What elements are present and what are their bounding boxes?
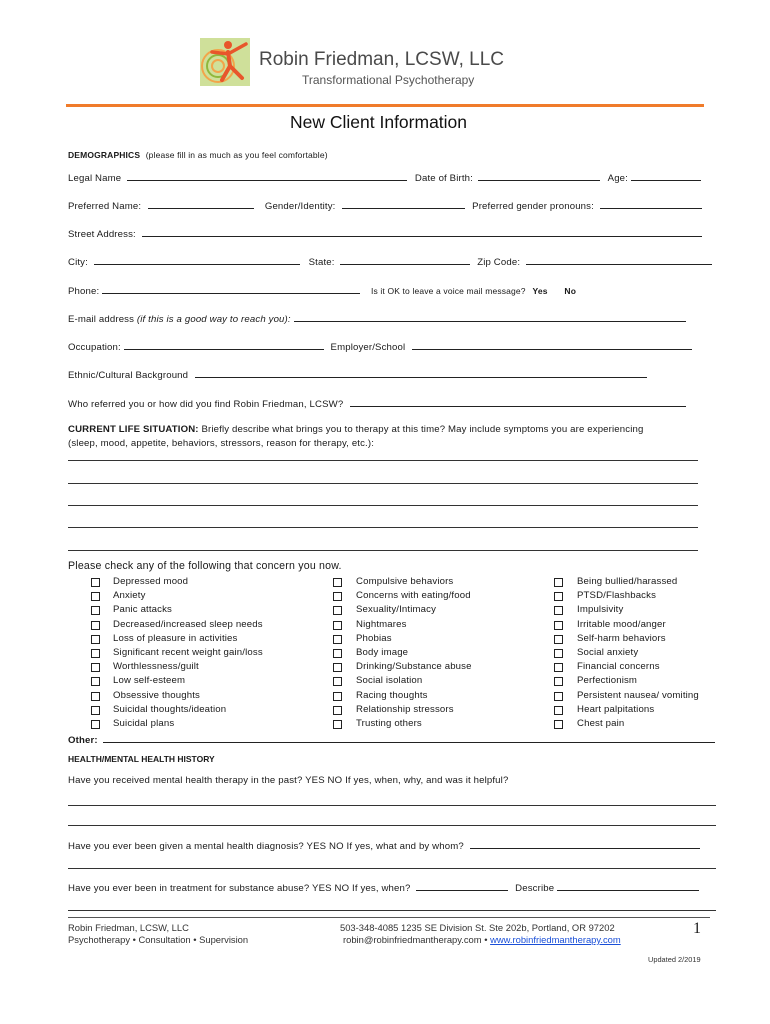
gender-field[interactable]	[342, 198, 465, 209]
history-q2: Have you ever been given a mental health diagnosis? YES NO If yes, what and by whom?	[68, 841, 464, 852]
history-q3-field[interactable]	[416, 880, 508, 891]
concern-checkbox[interactable]	[554, 635, 563, 644]
concern-checkbox[interactable]	[554, 692, 563, 701]
page-number: 1	[693, 920, 701, 937]
updated-date: Updated 2/2019	[648, 955, 701, 964]
demographics-heading-row	[68, 150, 328, 160]
ethnic-row	[68, 367, 647, 381]
city-label: City:	[68, 257, 88, 268]
email-label-note: (if this is a good way to reach you):	[136, 314, 291, 325]
voicemail-no[interactable]: No	[564, 286, 577, 296]
concern-checkbox[interactable]	[554, 621, 563, 630]
figure-with-spiral-logo	[198, 36, 252, 88]
concern-checkbox[interactable]	[333, 692, 342, 701]
zip-field[interactable]	[526, 254, 712, 265]
concern-label: Compulsive behaviors	[356, 576, 454, 587]
concern-label: Suicidal plans	[113, 718, 175, 729]
current-situation-answer-line[interactable]	[68, 460, 698, 461]
concern-checkbox[interactable]	[91, 720, 100, 729]
preferred-name-row	[68, 198, 702, 212]
concern-label: Irritable mood/anger	[577, 618, 666, 630]
concern-label: Impulsivity	[577, 604, 624, 616]
street-row	[68, 226, 702, 240]
concern-checkbox[interactable]	[91, 621, 100, 630]
concern-label: Suicidal thoughts/ideation	[113, 703, 227, 715]
footer-divider	[68, 917, 710, 918]
practice-tagline: Transformational Psychotherapy	[302, 73, 475, 87]
concern-checkbox[interactable]	[333, 635, 342, 644]
other-label: Other:	[68, 735, 98, 746]
footer-org: Robin Friedman, LCSW, LLC	[68, 922, 189, 933]
concern-label: Phobias	[356, 632, 392, 644]
email-field[interactable]	[294, 311, 686, 322]
footer-email[interactable]: robin@robinfriedmantherapy.com	[343, 934, 482, 945]
concern-label: Body image	[356, 647, 409, 658]
history-heading: HEALTH/MENTAL HEALTH HISTORY	[68, 754, 215, 764]
concern-checkbox[interactable]	[91, 692, 100, 701]
gender-label: Gender/Identity:	[264, 201, 336, 212]
concern-checkbox[interactable]	[91, 649, 100, 658]
concern-label: Loss of pleasure in activities	[113, 632, 238, 644]
current-situation-answer-line[interactable]	[68, 550, 698, 551]
concern-checkbox[interactable]	[333, 677, 342, 686]
concern-checkbox[interactable]	[554, 649, 563, 658]
state-field[interactable]	[340, 254, 470, 265]
occupation-label: Occupation:	[68, 342, 121, 353]
concern-label: Financial concerns	[577, 661, 660, 673]
dob-field[interactable]	[478, 170, 600, 181]
page-title: New Client Information	[290, 112, 468, 132]
footer-contact: 503-348-4085 1235 SE Division St. Ste 202b, Portland, OR 97202	[340, 922, 615, 933]
history-q3-answer-line[interactable]	[68, 910, 716, 911]
phone-field[interactable]	[102, 283, 360, 294]
concern-label: Panic attacks	[113, 604, 173, 616]
history-q2-answer-line[interactable]	[68, 868, 716, 869]
footer-services: Psychotherapy • Consultation • Supervision	[68, 934, 249, 945]
concern-checkbox[interactable]	[333, 649, 342, 658]
voicemail-question: Is it OK to leave a voice mail message?	[370, 286, 526, 296]
concern-label: Being bullied/harassed	[577, 576, 678, 587]
email-label: E-mail address	[68, 314, 137, 325]
age-label: Age:	[607, 173, 628, 184]
current-situation-prompt: Briefly describe what brings you to therapy at this time? May include symptoms you are experiencing	[201, 424, 644, 435]
concern-label: PTSD/Flashbacks	[577, 590, 657, 602]
current-situation-heading: CURRENT LIFE SITUATION:	[68, 424, 199, 435]
concerns-heading: Please check any of the following that concern you now.	[68, 560, 342, 572]
concern-label: Social anxiety	[577, 647, 639, 658]
concern-label: Racing thoughts	[356, 689, 428, 701]
concern-checkbox[interactable]	[554, 706, 563, 715]
history-q3-row	[68, 880, 699, 894]
legal-name-label: Legal Name	[68, 173, 122, 184]
describe-field[interactable]	[557, 880, 699, 891]
employer-label: Employer/School	[330, 342, 406, 353]
employer-field[interactable]	[412, 339, 692, 350]
current-situation-answer-line[interactable]	[68, 527, 698, 528]
concern-checkbox[interactable]	[554, 720, 563, 729]
current-situation-prompt-2: (sleep, mood, appetite, behaviors, stressors, reason for therapy, etc.):	[68, 438, 375, 449]
ethnic-label: Ethnic/Cultural Background	[68, 370, 189, 381]
dob-label: Date of Birth:	[414, 173, 473, 184]
concern-label: Social isolation	[356, 675, 423, 687]
concern-checkbox[interactable]	[333, 592, 342, 601]
concern-checkbox[interactable]	[91, 606, 100, 615]
concern-checkbox[interactable]	[554, 578, 563, 587]
current-situation-answer-line[interactable]	[68, 483, 698, 484]
other-row	[68, 732, 715, 746]
referral-field[interactable]	[350, 396, 686, 407]
city-field[interactable]	[94, 254, 300, 265]
describe-label: Describe	[515, 883, 555, 894]
demographics-heading: DEMOGRAPHICS	[68, 150, 141, 160]
occupation-row	[68, 339, 692, 353]
concern-checkbox[interactable]	[554, 606, 563, 615]
zip-label: Zip Code:	[477, 257, 521, 268]
email-row	[68, 311, 686, 325]
concern-label: Decreased/increased sleep needs	[113, 618, 263, 630]
concern-checkbox[interactable]	[333, 706, 342, 715]
concern-checkbox[interactable]	[91, 592, 100, 601]
state-label: State:	[308, 257, 335, 268]
history-q2-field[interactable]	[470, 838, 700, 849]
history-q1-answer-line[interactable]	[68, 805, 716, 806]
concern-checkbox[interactable]	[91, 677, 100, 686]
history-q3: Have you ever been in treatment for substance abuse? YES NO If yes, when?	[68, 883, 411, 894]
demographics-note: (please fill in as much as you feel comfortable)	[145, 150, 328, 160]
age-field[interactable]	[631, 170, 701, 181]
concern-label: Self-harm behaviors	[577, 632, 666, 644]
referral-label: Who referred you or how did you find Robin Friedman, LCSW?	[68, 399, 344, 410]
street-label: Street Address:	[68, 229, 136, 240]
pronouns-field[interactable]	[600, 198, 702, 209]
ethnic-field[interactable]	[195, 367, 647, 378]
concern-checkbox[interactable]	[554, 663, 563, 672]
other-field[interactable]	[103, 732, 715, 743]
concern-label: Sexuality/Intimacy	[356, 604, 437, 616]
concern-label: Drinking/Substance abuse	[356, 661, 472, 673]
concern-label: Worthlessness/guilt	[113, 661, 199, 673]
preferred-name-field[interactable]	[148, 198, 254, 209]
concern-checkbox[interactable]	[333, 621, 342, 630]
concern-checkbox[interactable]	[333, 606, 342, 615]
concern-checkbox[interactable]	[91, 663, 100, 672]
concern-label: Persistent nausea/ vomiting	[577, 689, 699, 701]
concern-label: Heart palpitations	[577, 703, 655, 715]
legal-name-field[interactable]	[127, 170, 407, 181]
concern-label: Significant recent weight gain/loss	[113, 647, 263, 658]
concern-label: Perfectionism	[577, 675, 638, 687]
concern-checkbox[interactable]	[333, 578, 342, 587]
pronouns-label: Preferred gender pronouns:	[472, 201, 594, 212]
history-q1-answer-line[interactable]	[68, 825, 716, 826]
voicemail-yes[interactable]: Yes	[532, 286, 548, 296]
legal-name-row	[68, 170, 701, 184]
concern-label: Obsessive thoughts	[113, 689, 200, 701]
concern-label: Chest pain	[577, 718, 625, 729]
concern-label: Low self-esteem	[113, 675, 186, 687]
phone-label: Phone:	[68, 286, 100, 297]
history-q2-row	[68, 838, 700, 852]
concern-label: Trusting others	[356, 718, 422, 729]
concern-label: Nightmares	[356, 618, 407, 630]
concern-checkbox[interactable]	[333, 663, 342, 672]
concern-checkbox[interactable]	[91, 706, 100, 715]
concern-label: Relationship stressors	[356, 703, 454, 715]
city-row	[68, 254, 712, 268]
concern-checkbox[interactable]	[554, 592, 563, 601]
practice-name: Robin Friedman, LCSW, LLC	[259, 49, 504, 70]
history-q1: Have you received mental health therapy in the past? YES NO If yes, when, why, and was it helpful?	[68, 775, 509, 786]
concern-checkbox[interactable]	[333, 720, 342, 729]
footer-bullet: •	[484, 934, 488, 945]
header-divider	[66, 104, 704, 107]
street-field[interactable]	[142, 226, 702, 237]
phone-row	[68, 283, 576, 297]
current-situation-answer-line[interactable]	[68, 505, 698, 506]
footer-web-row	[343, 934, 621, 945]
current-situation-line1	[68, 424, 643, 435]
concern-checkbox[interactable]	[554, 677, 563, 686]
referral-row	[68, 396, 686, 410]
concern-label: Concerns with eating/food	[356, 590, 471, 602]
occupation-field[interactable]	[124, 339, 324, 350]
concern-label: Anxiety	[113, 590, 146, 602]
footer-website-link[interactable]: www.robinfriedmantherapy.com	[490, 934, 621, 945]
concern-checkbox[interactable]	[91, 578, 100, 587]
preferred-name-label: Preferred Name:	[68, 201, 142, 212]
concern-checkbox[interactable]	[91, 635, 100, 644]
concern-label: Depressed mood	[113, 576, 189, 587]
